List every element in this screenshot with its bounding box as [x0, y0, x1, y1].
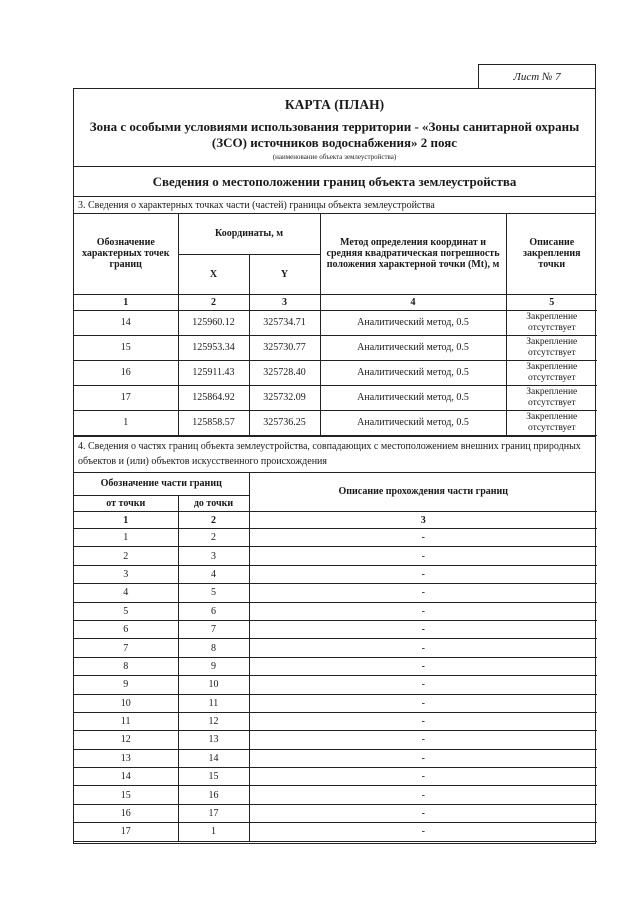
table-row: [74, 786, 597, 804]
sheet-number: Лист № 7: [478, 64, 596, 88]
to-point: 9: [178, 657, 249, 675]
coord-y: 325732.09: [249, 385, 320, 410]
section-title: Сведения о местоположении границ объекта землеустройства: [74, 167, 595, 197]
designation-header: Обозначение характерных точек границ: [74, 214, 178, 294]
column-number: 3: [249, 512, 597, 529]
part-description: -: [249, 731, 597, 749]
to-point-header: до точки: [178, 496, 249, 512]
table-row: [74, 768, 597, 786]
document-title: КАРТА (ПЛАН): [284, 97, 385, 112]
to-point: 4: [178, 565, 249, 583]
anchor-description: Закрепление отсутствует: [506, 385, 597, 410]
from-point: 1: [74, 529, 178, 547]
anchor-description: Закрепление отсутствует: [506, 335, 597, 360]
to-point: 13: [178, 731, 249, 749]
part-description: -: [249, 529, 597, 547]
to-point: 7: [178, 620, 249, 638]
coord-y: 325734.71: [249, 310, 320, 335]
from-point: 13: [74, 749, 178, 767]
from-point: 10: [74, 694, 178, 712]
description-header: Описание прохождения части границ: [249, 473, 597, 512]
column-number: 3: [249, 294, 320, 310]
column-number: 2: [178, 294, 249, 310]
table-row: [74, 584, 597, 602]
coord-x: 125911.43: [178, 360, 249, 385]
from-point: 3: [74, 565, 178, 583]
point-id: 1: [74, 410, 178, 435]
column-numbers-row: [74, 294, 597, 310]
to-point: 5: [178, 584, 249, 602]
anchor-description: Закрепление отсутствует: [506, 360, 597, 385]
to-point: 8: [178, 639, 249, 657]
from-point: 6: [74, 620, 178, 638]
method: Аналитический метод, 0.5: [320, 335, 506, 360]
from-point: 5: [74, 602, 178, 620]
coord-y: 325730.77: [249, 335, 320, 360]
from-point: 12: [74, 731, 178, 749]
part-description: -: [249, 768, 597, 786]
table-row: [74, 565, 597, 583]
part-description: -: [249, 584, 597, 602]
coord-x: 125960.12: [178, 310, 249, 335]
anchor-description: Закрепление отсутствует: [506, 310, 597, 335]
part-description: -: [249, 712, 597, 730]
part-description: -: [249, 823, 597, 841]
part-description: -: [249, 657, 597, 675]
from-point: 2: [74, 547, 178, 565]
from-point: 16: [74, 804, 178, 822]
method-header: Метод определения координат и средняя квадратическая погрешность положения характерной точки (Mt), м: [320, 214, 506, 294]
to-point: 16: [178, 786, 249, 804]
part-description: -: [249, 639, 597, 657]
part-description: -: [249, 565, 597, 583]
coord-x: 125953.34: [178, 335, 249, 360]
table-row: [74, 676, 597, 694]
from-point: 4: [74, 584, 178, 602]
point-id: 17: [74, 385, 178, 410]
coord-x: 125858.57: [178, 410, 249, 435]
table-row: [74, 385, 597, 410]
column-number: 1: [74, 294, 178, 310]
part-designation-header: Обозначение части границ: [74, 473, 249, 496]
from-point: 8: [74, 657, 178, 675]
method: Аналитический метод, 0.5: [320, 310, 506, 335]
points-table: [74, 214, 597, 436]
coord-y: 325728.40: [249, 360, 320, 385]
coordinates-header: Координаты, м: [178, 214, 320, 254]
to-point: 17: [178, 804, 249, 822]
method: Аналитический метод, 0.5: [320, 360, 506, 385]
part-description: -: [249, 804, 597, 822]
from-point: 17: [74, 823, 178, 841]
column-number: 5: [506, 294, 597, 310]
table-row: [74, 823, 597, 841]
anchor-header: Описание закрепления точки: [506, 214, 597, 294]
from-point-header: от точки: [74, 496, 178, 512]
table-row: [74, 694, 597, 712]
to-point: 10: [178, 676, 249, 694]
part-description: -: [249, 620, 597, 638]
point-id: 16: [74, 360, 178, 385]
section3-caption: 3. Сведения о характерных точках части (частей) границы объекта землеустройства: [74, 197, 595, 214]
x-header: X: [178, 254, 249, 294]
table-row: [74, 335, 597, 360]
to-point: 2: [178, 529, 249, 547]
table-row: [74, 602, 597, 620]
y-header: Y: [249, 254, 320, 294]
to-point: 6: [178, 602, 249, 620]
table-row: [74, 731, 597, 749]
column-number: 1: [74, 512, 178, 529]
title-block: [74, 89, 595, 167]
to-point: 1: [178, 823, 249, 841]
table-row: [74, 657, 597, 675]
column-number: 4: [320, 294, 506, 310]
table-row: [74, 360, 597, 385]
anchor-description: Закрепление отсутствует: [506, 410, 597, 435]
table-row: [74, 639, 597, 657]
part-description: -: [249, 602, 597, 620]
part-description: -: [249, 694, 597, 712]
document-subtitle: Зона с особыми условиями использования территории - «Зоны санитарной охраны (ЗСО) источников водоснабжения» 2 пояс: [89, 119, 580, 150]
part-description: -: [249, 547, 597, 565]
table-row: [74, 804, 597, 822]
method: Аналитический метод, 0.5: [320, 410, 506, 435]
section4-caption: 4. Сведения о частях границ объекта землеустройства, совпадающих с местоположением внешних границ природных объектов и (или) объектов искусственного происхождения: [74, 436, 595, 473]
table-row: [74, 712, 597, 730]
from-point: 15: [74, 786, 178, 804]
coord-x: 125864.92: [178, 385, 249, 410]
column-numbers-row: [74, 512, 597, 529]
table-row: [74, 547, 597, 565]
to-point: 3: [178, 547, 249, 565]
table-row: [74, 410, 597, 435]
table-row: [74, 529, 597, 547]
object-name-note: (наименование объекта землеустройства): [272, 153, 397, 161]
to-point: 15: [178, 768, 249, 786]
from-point: 11: [74, 712, 178, 730]
from-point: 14: [74, 768, 178, 786]
table-row: [74, 620, 597, 638]
point-id: 15: [74, 335, 178, 360]
part-description: -: [249, 786, 597, 804]
table-row: [74, 749, 597, 767]
column-number: 2: [178, 512, 249, 529]
boundary-parts-table: [74, 473, 597, 842]
to-point: 11: [178, 694, 249, 712]
point-id: 14: [74, 310, 178, 335]
table-row: [74, 310, 597, 335]
part-description: -: [249, 749, 597, 767]
document-frame: [73, 88, 596, 844]
from-point: 7: [74, 639, 178, 657]
part-description: -: [249, 676, 597, 694]
to-point: 14: [178, 749, 249, 767]
to-point: 12: [178, 712, 249, 730]
coord-y: 325736.25: [249, 410, 320, 435]
method: Аналитический метод, 0.5: [320, 385, 506, 410]
from-point: 9: [74, 676, 178, 694]
